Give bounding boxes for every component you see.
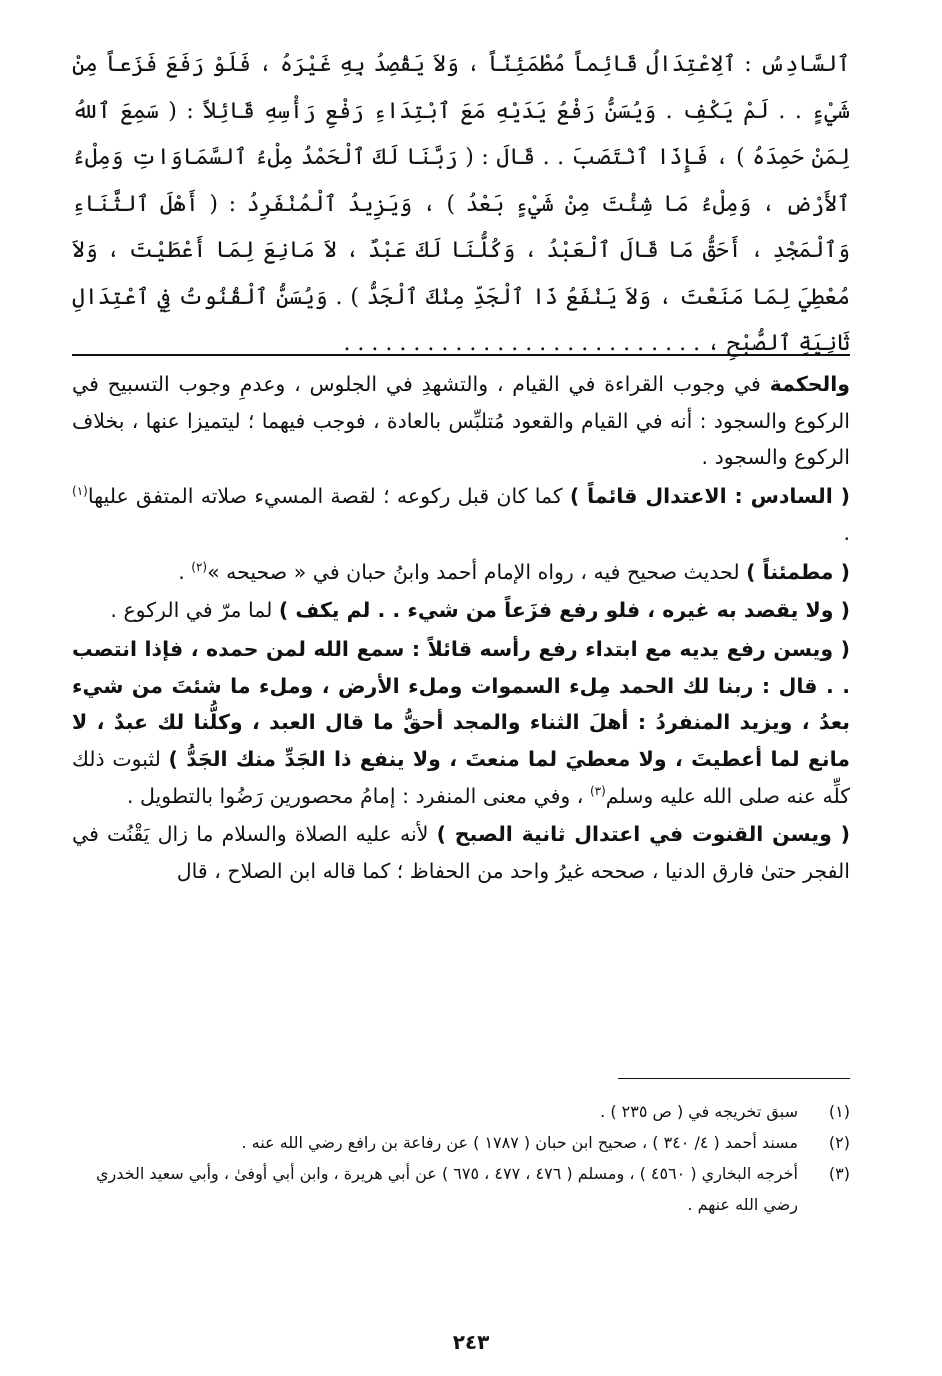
- sharh-text: لحديث صحيح فيه ، رواه الإمام أحمد وابنُ حبان في « صحيحه »: [207, 559, 740, 584]
- footnote-2: [72, 1127, 850, 1158]
- sharh-heading: ( ويسن القنوت في اعتدال ثانية الصبح ): [436, 822, 850, 847]
- matn-line-5: عَبْدٌ ، لاَ مَانِعَ لِمَا أَعْطَيْتَ ، وَلاَ مُعْطِيَ لِمَا مَنَعْتَ ، وَلاَ يَنْفَعُ ذَا ٱلْجَدِّ مِنْكَ ٱلْجَدُّ ) .: [72, 238, 850, 310]
- section-divider: [72, 354, 850, 356]
- footnote-1: [72, 1096, 850, 1127]
- footnote-divider: [618, 1078, 850, 1079]
- sharh-heading: ( ويسن رفع يديه مع ابتداء رفع رأسه قائلاً : سمع الله لمن حمده ، فإذا انتصب . . قال : ربنا لك الحمد مِلء السموات وملء الأرض ، وملء ما شئتَ من شيء بعدُ ، ويزيد المنفردُ : أهلَ الثناء والمجد أحقُّ ما قال العبد ، وكلُّنا لك عبدٌ ، لا مانع لما أعطيتَ ، ولا معطيَ لما منعتَ ، ولا ينفع ذا الجَدِّ منك الجَدُّ ): [72, 636, 850, 772]
- sharh-paragraph-2: [72, 478, 850, 551]
- sharh-text-end: .: [843, 520, 850, 545]
- sharh-heading: والحكمة: [769, 372, 850, 396]
- sharh-paragraph-3: [72, 554, 850, 591]
- footnote-ref-2: (٢): [191, 559, 208, 574]
- footnote-ref-3: (٣): [589, 783, 606, 798]
- sharh-heading: ( مطمئناً ): [746, 559, 850, 584]
- sharh-text: كما كان قبل ركوعه ؛ لقصة المسيء صلاته المتفق عليها: [87, 484, 563, 509]
- sharh-section: [72, 366, 850, 892]
- page-number: ٢٤٣: [452, 1330, 490, 1354]
- sharh-text: لثبوت ذلك كلِّه عنه صلى الله عليه وسلم: [72, 747, 850, 808]
- sharh-paragraph-4: [72, 592, 850, 629]
- footnote-text: أخرجه البخاري ( ٤٥٦٠ ) ، ومسلم ( ٤٧٦ ، ٤٧٧ ، ٦٧٥ ) عن أبي هريرة ، وابن أبي أوفىٰ ، وأبي سعيد الخدري رضي الله عنهم .: [95, 1164, 798, 1214]
- footnote-number: (٢): [828, 1133, 850, 1152]
- matn-line-3: ٱنْتَصَبَ . . قَالَ : ( رَبَّنَا لَكَ ٱلْحَمْدُ مِلْءُ ٱلسَّمَاوَاتِ وَمِلْءُ ٱلأَرْضِ ، وَمِلْءُ مَا شِئْتَ مِنْ: [72, 145, 850, 217]
- matn-line-6: وَيُسَنُّ ٱلْقُنُوتُ فِي ٱعْتِدَالِ ثَانِيَةِ ٱلصُّبْحِ ،: [72, 284, 850, 356]
- footnote-number: (١): [828, 1102, 850, 1121]
- matn-section: [72, 42, 850, 368]
- sharh-text: في وجوب القراءة في القيام ، والتشهدِ في الجلوس ، وعدمِ وجوب التسبيح في الركوع والسجود : أنه في القيام والقعود مُتلبِّس بالعادة ، فوجب فيهما ؛ ليتميزا عنها ، بخلاف الركوع والسجود .: [72, 372, 850, 470]
- footnotes: [72, 1096, 850, 1220]
- sharh-paragraph-6: [72, 816, 850, 889]
- sharh-text: لأنه عليه الصلاة والسلام ما زال يَقْنُت في الفجر حتىٰ فارق الدنيا ، صححه غيرُ واحد من الحفاظ ؛ كما قاله ابن الصلاح ، قال: [72, 822, 850, 884]
- matn-line-1: ٱلسَّادِسُ : ٱلِاعْتِدَالُ قَائِماً مُطْمَئِنّاً ، وَلاَ يَقْصِدُ بِهِ غَيْرَهُ ، فَلَوْ رَفَعَ فَزَعاً مِنْ شَيْءٍ . . لَمْ: [72, 52, 850, 124]
- footnote-ref-1: (١): [72, 484, 88, 499]
- sharh-heading: ( ولا يقصد به غيره ، فلو رفع فزَعاً من شيء . . لم يكف ): [278, 598, 850, 623]
- footnote-3: [72, 1158, 850, 1220]
- sharh-text-continued: ، وفي معنى المنفرد : إمامُ محصورين رَضُوا بالتطويل .: [126, 783, 590, 808]
- sharh-paragraph-5: [72, 631, 850, 815]
- footnote-text: مسند أحمد ( ٤/ ٣٤٠ ) ، صحيح ابن حبان ( ١٧٨٧ ) عن رفاعة بن رافع رضي الله عنه .: [241, 1133, 798, 1152]
- sharh-heading: ( السادس : الاعتدال قائماً ): [569, 484, 850, 509]
- matn-text: [72, 42, 850, 368]
- matn-line-2: يَكْفِ . وَيُسَنُّ رَفْعُ يَدَيْهِ مَعَ ٱبْتِدَاءِ رَفْعِ رَأْسِهِ قَائِلاً : ( سَمِعَ ٱللهُ لِمَنْ حَمِدَهُ ) ، فَإِذَا: [72, 98, 851, 170]
- sharh-text-end: .: [178, 559, 192, 584]
- sharh-text: لما مرّ في الركوع .: [110, 598, 273, 623]
- matn-line-4: شَيْءٍ بَعْدُ ) ، وَيَزِيدُ ٱلْمُنْفَرِدُ : ( أَهْلَ ٱلثَّنَاءِ وَٱلْمَجْدِ ، أَحَقُّ مَا قَالَ ٱلْعَبْدُ ، وَكُلُّنَا لَكَ: [72, 191, 850, 263]
- footnote-text: سبق تخريجه في ( ص ٢٣٥ ) .: [600, 1102, 798, 1121]
- footnote-number: (٣): [828, 1164, 850, 1183]
- sharh-paragraph-1: [72, 366, 850, 476]
- matn-dots: . . . . . . . . . . . . . . . . . . . . . . . . . .: [343, 331, 701, 356]
